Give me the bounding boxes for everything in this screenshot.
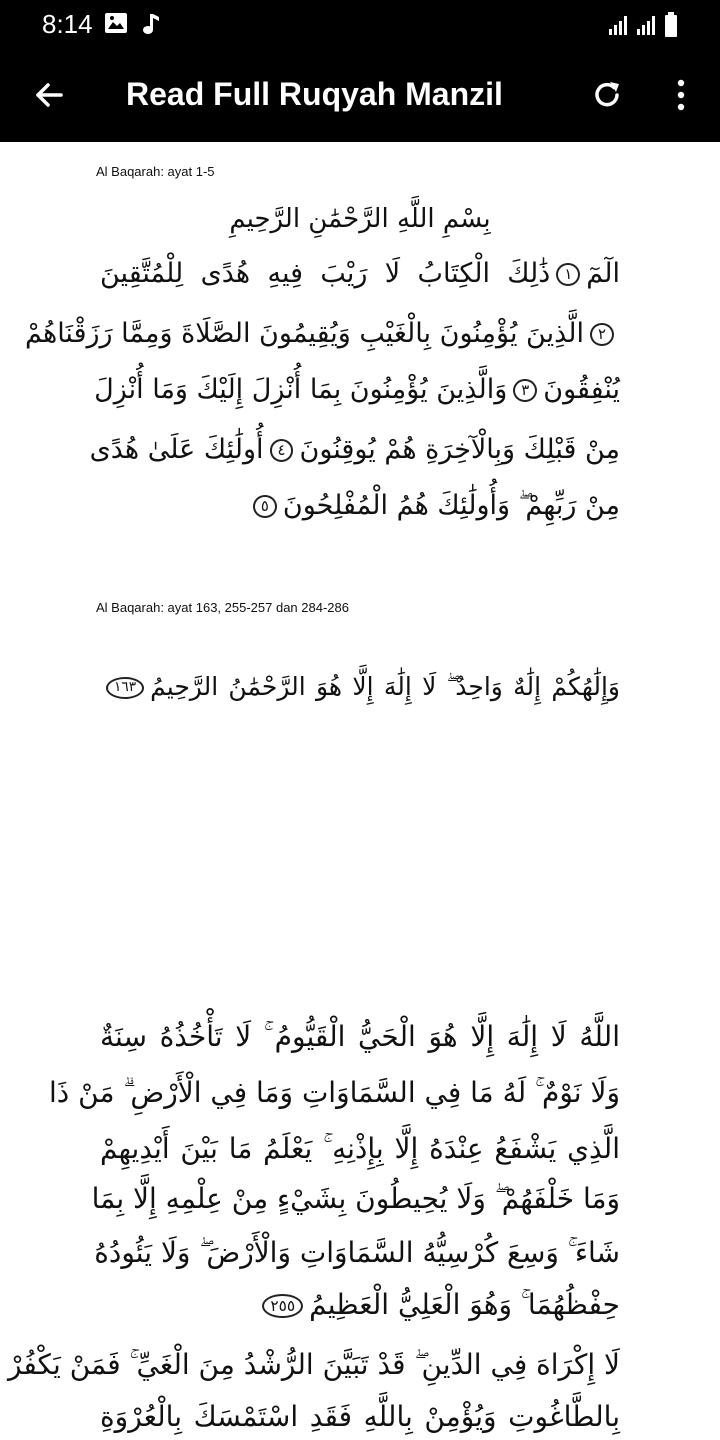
- verse-marker: ٢: [590, 323, 614, 346]
- image-icon: [104, 12, 128, 38]
- ayah-line: بِالطَّاغُوتِ وَيُؤْمِنْ بِاللَّهِ فَقَدِ اسْتَمْسَكَ بِالْعُرْوَةِ: [100, 1400, 620, 1433]
- verse-marker: ٣: [513, 379, 537, 402]
- ayah-line: الَّذِي يَشْفَعُ عِنْدَهُ إِلَّا بِإِذْنِهِ ۚ يَعْلَمُ مَا بَيْنَ أَيْدِيهِمْ: [100, 1132, 620, 1165]
- ayah-line: الٓمٓ١ذَٰلِكَ الْكِتَابُ لَا رَيْبَ فِيهِ هُدًى لِلْمُتَّقِينَ: [100, 258, 620, 289]
- reading-content[interactable]: [0, 142, 720, 1440]
- refresh-icon: [590, 78, 624, 116]
- status-bar: [0, 0, 720, 52]
- more-options-button[interactable]: [656, 72, 706, 122]
- battery-icon: [664, 12, 678, 42]
- ayah-line: يُنْفِقُونَ٣وَالَّذِينَ يُؤْمِنُونَ بِمَا أُنْزِلَ إِلَيْكَ وَمَا أُنْزِلَ: [94, 374, 620, 405]
- signal-icon: [608, 14, 630, 40]
- ayah-line: شَاءَ ۚ وَسِعَ كُرْسِيُّهُ السَّمَاوَاتِ وَالْأَرْضَ ۖ وَلَا يَئُودُهُ: [94, 1236, 620, 1269]
- ayah-line: وَمَا خَلْفَهُمْ ۖ وَلَا يُحِيطُونَ بِشَيْءٍ مِنْ عِلْمِهِ إِلَّا بِمَا: [91, 1182, 620, 1215]
- ayah-line: لَا إِكْرَاهَ فِي الدِّينِ ۖ قَدْ تَبَيَّنَ الرُّشْدُ مِنَ الْغَيِّ ۚ فَمَنْ يَكْفُرْ: [7, 1348, 620, 1381]
- ayah-line: وَإِلَٰهُكُمْ إِلَٰهٌ وَاحِدٌ ۖ لَا إِلَٰهَ إِلَّا هُوَ الرَّحْمَٰنُ الرَّحِيمُ١٦٣: [100, 672, 620, 722]
- ayah-line: حِفْظُهُمَا ۚ وَهُوَ الْعَلِيُّ الْعَظِيمُ٢٥٥: [100, 1288, 620, 1342]
- more-vertical-icon: [676, 79, 686, 115]
- verse-marker: ١٦٣: [106, 677, 144, 699]
- app-bar: [0, 52, 720, 142]
- signal-icon: [636, 14, 658, 40]
- ayah-line: مِنْ قَبْلِكَ وَبِالْآخِرَةِ هُمْ يُوقِنُونَ٤أُولَٰئِكَ عَلَىٰ هُدًى: [89, 434, 620, 465]
- section-label: Al Baqarah: ayat 163, 255-257 dan 284-286: [96, 600, 349, 615]
- refresh-button[interactable]: [582, 72, 632, 122]
- verse-marker: ٥: [253, 495, 277, 518]
- page-title: Read Full Ruqyah Manzil: [126, 76, 503, 112]
- basmala: بِسْمِ اللَّهِ الرَّحْمَٰنِ الرَّحِيمِ: [229, 204, 491, 234]
- verse-marker: ٤: [270, 439, 294, 462]
- ayah-line: ٢الَّذِينَ يُؤْمِنُونَ بِالْغَيْبِ وَيُقِيمُونَ الصَّلَاةَ وَمِمَّا رَزَقْنَاهُمْ: [100, 318, 620, 368]
- arrow-back-icon: [33, 79, 65, 115]
- section-label: Al Baqarah: ayat 1-5: [96, 164, 215, 179]
- verse-marker: ١: [556, 263, 580, 286]
- verse-marker: ٢٥٥: [262, 1294, 303, 1318]
- ayah-line: وَلَا نَوْمٌ ۚ لَهُ مَا فِي السَّمَاوَاتِ وَمَا فِي الْأَرْضِ ۗ مَنْ ذَا: [48, 1076, 620, 1109]
- music-note-icon: [140, 12, 160, 40]
- ayah-line: مِنْ رَبِّهِمْ ۖ وَأُولَٰئِكَ هُمُ الْمُفْلِحُونَ٥: [100, 490, 620, 540]
- back-button[interactable]: [24, 72, 74, 122]
- status-time: 8:14: [42, 9, 93, 39]
- ayah-line: اللَّهُ لَا إِلَٰهَ إِلَّا هُوَ الْحَيُّ الْقَيُّومُ ۚ لَا تَأْخُذُهُ سِنَةٌ: [100, 1020, 620, 1053]
